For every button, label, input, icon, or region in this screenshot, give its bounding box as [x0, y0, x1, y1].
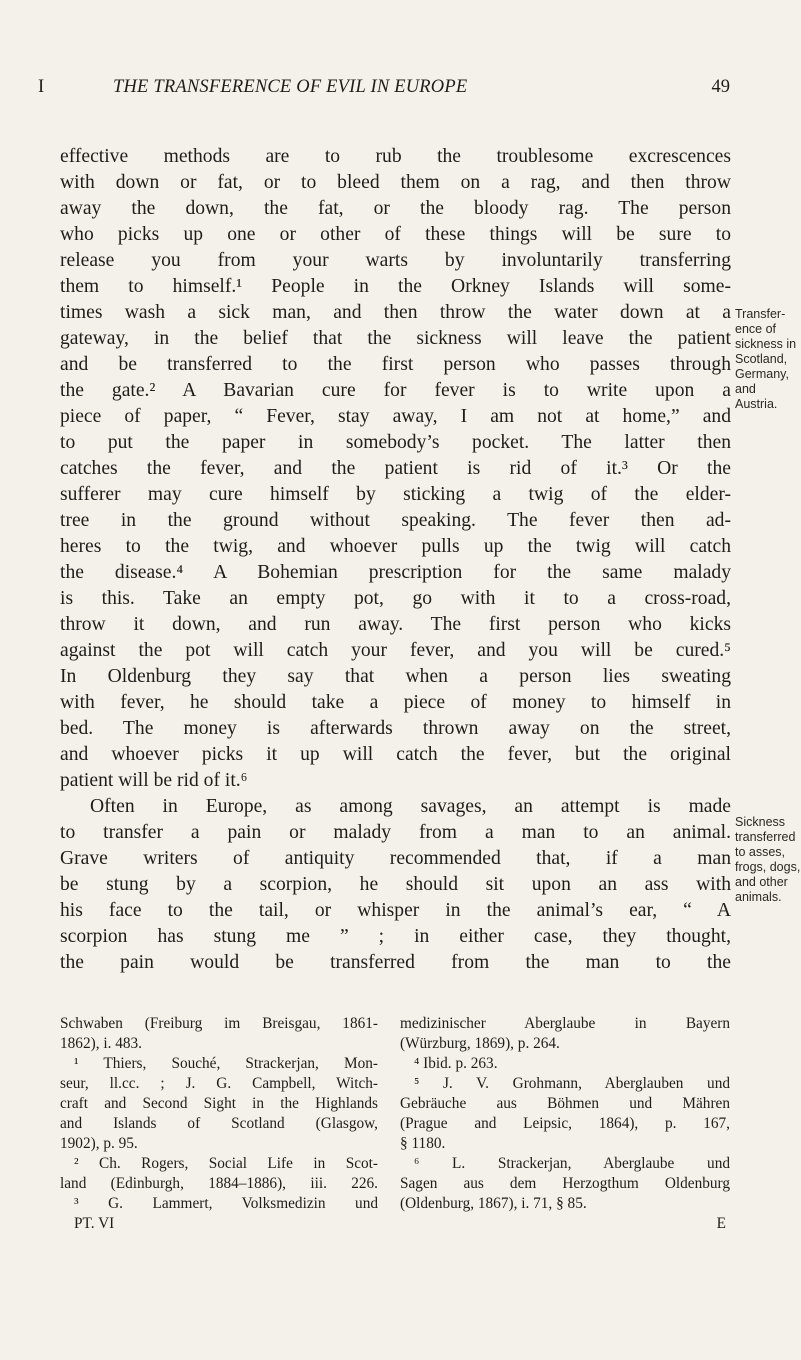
footnote-line: medizinischer Aberglaube in Bayern — [400, 1015, 730, 1032]
footnotes-left-column — [60, 1014, 378, 1234]
running-header — [38, 77, 730, 101]
body-text — [60, 144, 731, 976]
margin-note-line: transferred — [735, 830, 796, 844]
body-line: bed. The money is afterwards thrown away on the street, — [60, 718, 731, 739]
body-line: gateway, in the belief that the sickness will leave the patient — [60, 328, 731, 349]
footnote-line: (Prague and Leipsic, 1864), p. 167, — [400, 1115, 730, 1132]
body-line: who picks up one or other of these things will be sure to — [60, 224, 731, 245]
body-line: the pain would be transferred from the man to the — [60, 952, 731, 973]
margin-note-line: sickness in — [735, 337, 797, 351]
margin-note-line: ence of — [735, 322, 777, 336]
body-line: with down or fat, or to bleed them on a rag, and then throw — [60, 172, 731, 193]
margin-note-transference-sickness — [735, 307, 801, 412]
body-line: and be transferred to the first person who passes through — [60, 354, 731, 375]
body-line: and whoever picks it up will catch the fever, but the original — [60, 744, 731, 765]
footnote-line: ⁴ Ibid. p. 263. — [414, 1055, 498, 1072]
signature-letter: E — [716, 1215, 726, 1232]
body-line: times wash a sick man, and then throw the water down at a — [60, 302, 731, 323]
margin-note-line: Transfer- — [735, 307, 786, 321]
body-line: piece of paper, “ Fever, stay away, I am not at home,” and — [60, 406, 731, 427]
chapter-number: I — [38, 77, 45, 97]
margin-note-line: animals. — [735, 890, 782, 904]
margin-note-line: Sickness — [735, 815, 786, 829]
running-title: THE TRANSFERENCE OF EVIL IN EUROPE — [113, 77, 468, 97]
body-line: the gate.² A Bavarian cure for fever is to write upon a — [60, 380, 731, 401]
body-line: scorpion has stung me ” ; in either case, they thought, — [60, 926, 731, 947]
margin-note-line: and — [735, 382, 756, 396]
body-line: catches the fever, and the patient is rid of it.³ Or the — [60, 458, 731, 479]
footnote-line: ⁶ L. Strackerjan, Aberglaube und — [414, 1155, 730, 1172]
footnote-line: land (Edinburgh, 1884–1886), iii. 226. — [60, 1175, 378, 1192]
footnote-line: Gebräuche aus Böhmen und Mähren — [400, 1095, 730, 1112]
body-line: them to himself.¹ People in the Orkney Islands will some- — [60, 276, 731, 297]
footnote-line: § 1180. — [400, 1135, 446, 1152]
margin-note-line: and other — [735, 875, 788, 889]
margin-note-line: Scotland, — [735, 352, 788, 366]
footnote-line: 1902), p. 95. — [60, 1135, 138, 1152]
footnote-line: craft and Second Sight in the Highlands — [60, 1095, 378, 1112]
body-line: In Oldenburg they say that when a person lies sweating — [60, 666, 731, 687]
margin-note-line: Austria. — [735, 397, 778, 411]
body-line: with fever, he should take a piece of money to himself in — [60, 692, 731, 713]
footnote-line: Schwaben (Freiburg im Breisgau, 1861- — [60, 1015, 378, 1032]
body-line: sufferer may cure himself by sticking a twig of the elder- — [60, 484, 731, 505]
footnote-line: seur, ll.cc. ; J. G. Campbell, Witch- — [60, 1075, 378, 1092]
signature-mark: PT. VI — [74, 1215, 115, 1232]
body-line: heres to the twig, and whoever pulls up the twig will catch — [60, 536, 731, 557]
body-line: to put the paper in somebody’s pocket. The latter then — [60, 432, 731, 453]
footnote-line: ¹ Thiers, Souché, Strackerjan, Mon- — [74, 1055, 378, 1072]
body-line: Often in Europe, as among savages, an attempt is made — [90, 796, 731, 817]
body-line: be stung by a scorpion, he should sit upon an ass with — [60, 874, 731, 895]
body-line: throw it down, and run away. The first person who kicks — [60, 614, 731, 635]
footnote-line: ² Ch. Rogers, Social Life in Scot- — [74, 1155, 378, 1172]
page-number: 49 — [711, 77, 730, 97]
footnote-line: ³ G. Lammert, Volksmedizin und — [74, 1195, 378, 1212]
footnote-line: Sagen aus dem Herzogthum Oldenburg — [400, 1175, 730, 1192]
body-line: release you from your warts by involuntarily transferring — [60, 250, 731, 271]
body-line: patient will be rid of it.⁶ — [60, 770, 248, 791]
footnote-line: 1862), i. 483. — [60, 1035, 143, 1052]
body-line: Grave writers of antiquity recommended that, if a man — [60, 848, 731, 869]
margin-note-line: Germany, — [735, 367, 789, 381]
body-line: to transfer a pain or malady from a man to an animal. — [60, 822, 731, 843]
body-line: his face to the tail, or whisper in the animal’s ear, “ A — [60, 900, 731, 921]
body-line: the disease.⁴ A Bohemian prescription for the same malady — [60, 562, 731, 583]
margin-note-sickness-animals — [735, 815, 801, 905]
footnotes-right-column — [400, 1014, 730, 1234]
margin-note-line: to asses, — [735, 845, 786, 859]
body-line: against the pot will catch your fever, and you will be cured.⁵ — [60, 640, 731, 661]
footnote-line: (Würzburg, 1869), p. 264. — [400, 1035, 560, 1052]
body-line: tree in the ground without speaking. The fever then ad- — [60, 510, 731, 531]
footnote-line: ⁵ J. V. Grohmann, Aberglauben und — [414, 1075, 730, 1092]
body-line: is this. Take an empty pot, go with it to a cross-road, — [60, 588, 731, 609]
footnote-line: and Islands of Scotland (Glasgow, — [60, 1115, 378, 1132]
body-line: effective methods are to rub the troublesome excrescences — [60, 146, 731, 167]
body-line: away the down, the fat, or the bloody rag. The person — [60, 198, 731, 219]
margin-note-line: frogs, dogs, — [735, 860, 801, 874]
footnote-line: (Oldenburg, 1867), i. 71, § 85. — [400, 1195, 587, 1212]
